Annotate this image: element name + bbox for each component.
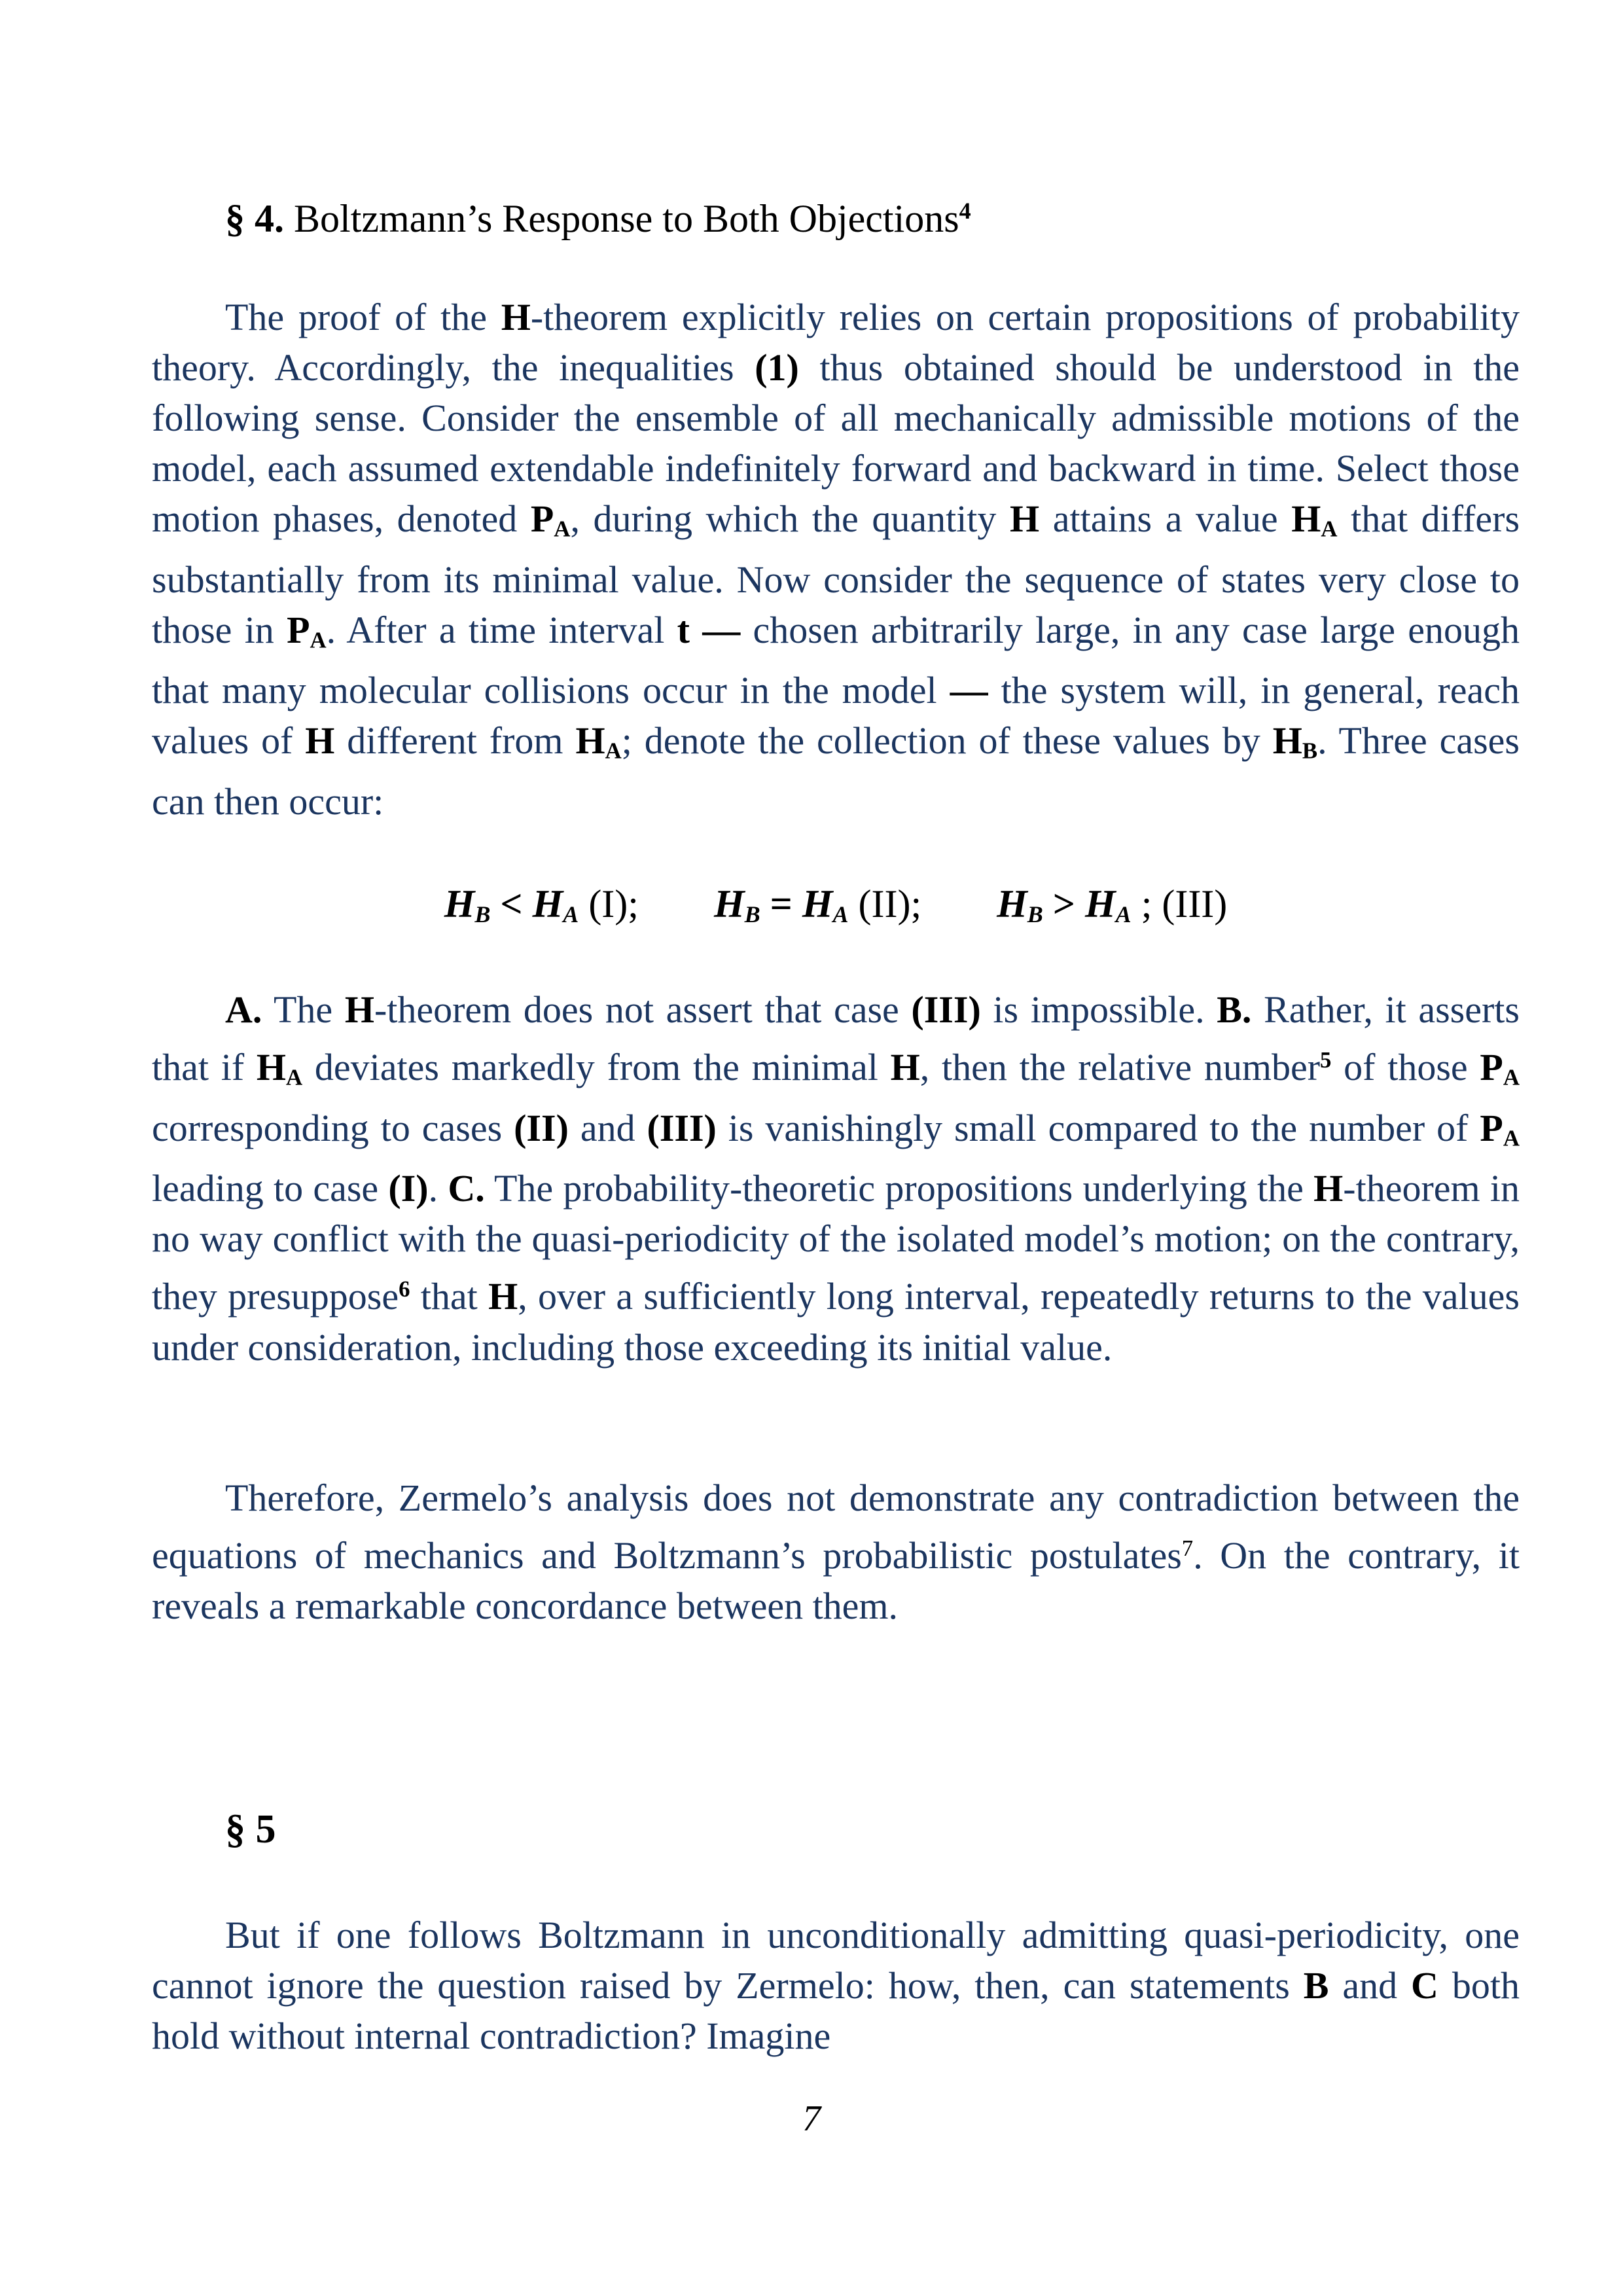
equation-case-1: HB < HA (I); bbox=[444, 882, 639, 927]
equation-case-2: HB = HA (II); bbox=[713, 882, 922, 927]
paragraph-section5-intro: But if one follows Boltzmann in unconditionally admitting quasi-periodicity, one cannot ignore the question raised by Zermelo: how, then, can statements B and C both hold without internal contradiction? Imagine bbox=[152, 1914, 1520, 2057]
equation-line bbox=[152, 878, 1520, 930]
paragraph-zermelo-conclusion: Therefore, Zermelo’s analysis does not demonstrate any contradiction between the equations of mechanics and Boltzmann’s probabilistic postulates$^7$. On the contrary, it reveals a remarkable concordance between them. bbox=[152, 1477, 1520, 1628]
page-number: 7 bbox=[802, 2098, 821, 2139]
section-5-heading: § 5 bbox=[225, 1807, 276, 1852]
paragraph-statements-abc: A. The H-theorem does not assert that case (III) is impossible. B. Rather, it asserts that if HA deviates markedly from the minimal H, then the relative number$^5$ of those PA corresponding to cases (II) and (III) is vanishingly small compared to the number of PA leading to case (I). C. The probability-theoretic propositions underlying the H-theorem in no way conflict with the quasi-periodicity of the isolated model’s motion; on the contrary, they presuppose$^6$ that H, over a sufficiently long interval, repeatedly returns to the values under consideration, including those exceeding its initial value. bbox=[152, 988, 1520, 1369]
section-4-heading: § 4. Boltzmann’s Response to Both Objections$^4$ bbox=[225, 197, 971, 240]
paragraph-h-theorem-proof: The proof of the H-theorem explicitly relies on certain propositions of probability theory. Accordingly, the inequalities (1) thus obtained should be understood in the following sense. Consider the ensemble of all mechanically admissible motions of the model, each assumed extendable indefinitely forward and backward in time. Select those motion phases, denoted PA, during which the quantity H attains a value HA that differs substantially from its minimal value. Now consider the sequence of states very close to those in PA. After a time interval t — chosen arbitrarily large, in any case large enough that many molecular collisions occur in the model — the system will, in general, reach values of H different from HA; denote the collection of these values by HB. Three cases can then occur: bbox=[152, 296, 1520, 823]
equation-case-3: HB > HA ; (III) bbox=[997, 882, 1228, 927]
